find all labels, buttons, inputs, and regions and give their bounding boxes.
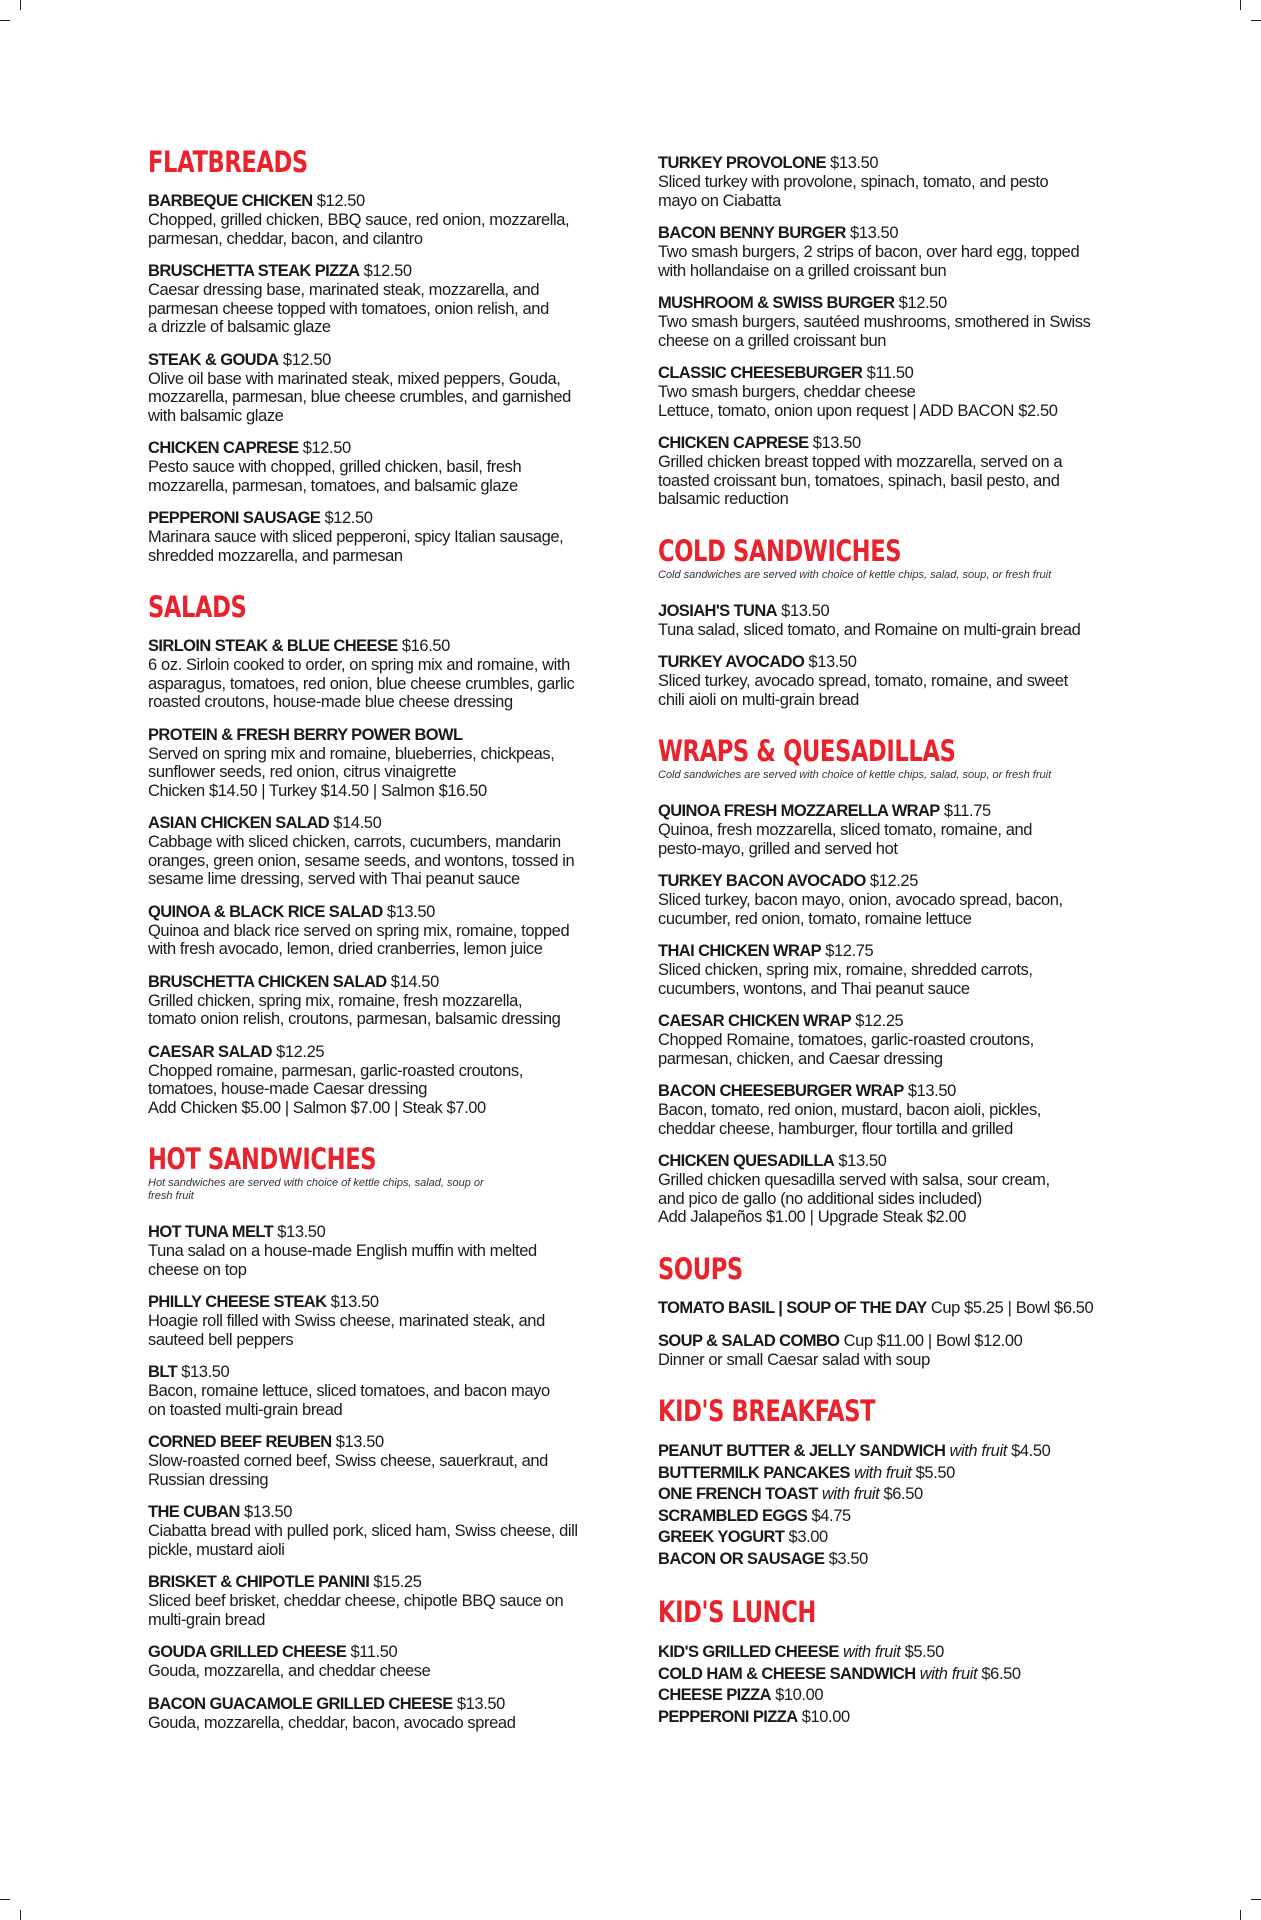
- menu-item-name: TOMATO BASIL | SOUP OF THE DAY: [658, 1298, 927, 1317]
- menu-item-description: Bacon, tomato, red onion, mustard, bacon aioli, pickles,: [658, 1101, 1041, 1119]
- menu-item-price: $15.25: [373, 1573, 422, 1591]
- kids-item-qualifier: with fruit: [853, 1463, 912, 1482]
- section-note-line: fresh fruit: [148, 1190, 194, 1202]
- kids-item-name: ONE FRENCH TOAST: [658, 1485, 818, 1503]
- section-title: KID'S LUNCH: [658, 1595, 816, 1629]
- menu-item-description: Sliced chicken, spring mix, romaine, shredded carrots,: [658, 961, 1033, 979]
- menu-item-description: Two smash burgers, cheddar cheese: [658, 383, 916, 401]
- menu-item-name: JOSIAH'S TUNA: [658, 601, 777, 620]
- menu-item-title: [148, 726, 628, 745]
- kids-menu-line: [658, 1707, 1148, 1729]
- menu-item: [148, 903, 628, 959]
- menu-section-wraps-quesadillas: [658, 735, 1148, 1227]
- menu-item-name: TURKEY PROVOLONE: [658, 154, 826, 172]
- crop-mark: [0, 1899, 10, 1900]
- menu-item: [148, 1223, 628, 1279]
- kids-item-name: PEPPERONI PIZZA: [658, 1707, 798, 1726]
- menu-item-title: [658, 1082, 1148, 1101]
- menu-item-price: $13.50: [243, 1503, 293, 1521]
- menu-item-name: CORNED BEEF REUBEN: [148, 1433, 332, 1451]
- kids-item-price: $3.00: [788, 1528, 828, 1546]
- menu-item-description: Gouda, mozzarella, cheddar, bacon, avocado spread: [148, 1713, 516, 1732]
- kids-menu-line: [658, 1664, 1148, 1686]
- kids-item-name: PEANUT BUTTER & JELLY SANDWICH: [658, 1442, 946, 1460]
- menu-item-description: pickle, mustard aioli: [148, 1540, 285, 1559]
- kids-menu-line: [658, 1549, 1148, 1571]
- section-title: WRAPS & QUESADILLAS: [658, 734, 956, 768]
- kids-item-price: $4.50: [1011, 1442, 1051, 1460]
- menu-item-title: [148, 262, 628, 281]
- section-note-line: Cold sandwiches are served with choice of kettle chips, salad, soup, or fresh fruit: [658, 769, 1052, 781]
- menu-item-price: $13.50: [277, 1223, 326, 1241]
- kids-item-price: $5.50: [904, 1643, 944, 1661]
- menu-item-name: BRISKET & CHIPOTLE PANINI: [148, 1573, 370, 1591]
- kids-menu-line: [658, 1463, 1148, 1485]
- menu-item-description: parmesan cheese topped with tomatoes, onion relish, and: [148, 299, 549, 318]
- menu-item-title: [148, 814, 628, 833]
- menu-item-title: [148, 1043, 628, 1062]
- menu-item-price: $14.50: [390, 972, 439, 991]
- menu-item: [148, 814, 628, 889]
- menu-item-title: [148, 1223, 628, 1242]
- menu-item-name: PROTEIN & FRESH BERRY POWER BOWL: [148, 725, 463, 744]
- menu-item-description: Two smash burgers, sautéed mushrooms, smothered in Swiss: [658, 313, 1091, 331]
- menu-item-price: $13.50: [456, 1694, 505, 1713]
- menu-section-flatbreads: [148, 146, 628, 565]
- menu-item-name: GOUDA GRILLED CHEESE: [148, 1643, 347, 1661]
- menu-item-description: roasted croutons, house-made blue cheese dressing: [148, 693, 513, 711]
- kids-item-price: $4.75: [811, 1506, 851, 1525]
- menu-item-price: $11.50: [866, 364, 914, 382]
- kids-item-name: BUTTERMILK PANCAKES: [658, 1463, 850, 1482]
- menu-item-description: cheese on a grilled croissant bun: [658, 331, 887, 350]
- menu-item-name: BARBEQUE CHICKEN: [148, 192, 313, 210]
- menu-item-description: 6 oz. Sirloin cooked to order, on spring mix and romaine, with: [148, 656, 570, 674]
- menu-item-price: $13.50: [781, 601, 830, 620]
- menu-item-title: [148, 1695, 628, 1714]
- menu-item-price: $13.50: [386, 902, 435, 921]
- menu-item-description: shredded mozzarella, and parmesan: [148, 546, 403, 565]
- menu-section-soups: [658, 1253, 1148, 1370]
- menu-section-kid-s-lunch: [658, 1596, 1148, 1728]
- menu-item-price: $14.50: [333, 814, 382, 832]
- kids-item-name: SCRAMBLED EGGS: [658, 1506, 808, 1525]
- menu-item-name: THE CUBAN: [148, 1503, 240, 1521]
- menu-item-description: oranges, green onion, sesame seeds, and wontons, tossed in: [148, 851, 575, 870]
- menu-item-description: Sliced beef brisket, cheddar cheese, chipotle BBQ sauce on: [148, 1592, 564, 1610]
- menu-item-title: [148, 1363, 628, 1382]
- menu-section-kid-s-breakfast: [658, 1395, 1148, 1570]
- menu-item-name: BLT: [148, 1363, 178, 1381]
- menu-item: [148, 439, 628, 495]
- menu-item: [148, 1695, 628, 1733]
- menu-item: [148, 192, 628, 248]
- menu-item: [148, 973, 628, 1029]
- menu-item-description: Olive oil base with marinated steak, mixed peppers, Gouda,: [148, 369, 561, 388]
- menu-item-price: $13.50: [808, 653, 857, 671]
- menu-item-name: CHICKEN CAPRESE: [658, 434, 809, 452]
- menu-item-name: SOUP & SALAD COMBO: [658, 1331, 840, 1350]
- menu-item-price: $12.50: [324, 509, 373, 527]
- kids-menu-line: [658, 1441, 1148, 1463]
- menu-item-description: Bacon, romaine lettuce, sliced tomatoes, and bacon mayo: [148, 1382, 550, 1400]
- menu-item: [148, 1433, 628, 1489]
- menu-item: [658, 872, 1148, 928]
- crop-mark: [1240, 1910, 1241, 1920]
- kids-item-qualifier: with fruit: [919, 1664, 978, 1683]
- section-title: KID'S BREAKFAST: [658, 1394, 876, 1428]
- menu-item-name: STEAK & GOUDA: [148, 350, 279, 369]
- menu-item-title: [658, 602, 1148, 621]
- menu-item-title: [658, 434, 1148, 453]
- menu-section-hot-sandwiches: [148, 1143, 628, 1732]
- menu-item-description: Chopped romaine, parmesan, garlic-roasted croutons,: [148, 1061, 523, 1080]
- menu-item-title: [148, 509, 628, 528]
- menu-item-price: $13.50: [830, 154, 879, 172]
- menu-item-description: tomato onion relish, croutons, parmesan, balsamic dressing: [148, 1010, 561, 1028]
- menu-item-description: Lettuce, tomato, onion upon request | ADD BACON $2.50: [658, 401, 1058, 420]
- kids-item-price: $5.50: [915, 1463, 955, 1482]
- menu-item-price: $12.25: [869, 872, 918, 890]
- menu-item-description: Slow-roasted corned beef, Swiss cheese, sauerkraut, and: [148, 1452, 548, 1470]
- menu-item: [658, 434, 1148, 509]
- menu-item: [148, 1043, 628, 1118]
- menu-item-title: [658, 364, 1148, 383]
- menu-item-title: [658, 294, 1148, 313]
- menu-item-name: HOT TUNA MELT: [148, 1223, 274, 1241]
- menu-item-description: on toasted multi-grain bread: [148, 1400, 343, 1419]
- menu-item-description: Russian dressing: [148, 1470, 269, 1489]
- menu-item-name: QUINOA FRESH MOZZARELLA WRAP: [658, 802, 940, 820]
- menu-item-title: [658, 1299, 1148, 1318]
- menu-item: [658, 1012, 1148, 1068]
- menu-item: [658, 602, 1148, 640]
- menu-item-price: $12.50: [316, 192, 365, 210]
- crop-mark: [1251, 1899, 1261, 1900]
- crop-mark: [20, 0, 21, 10]
- menu-item-title: [148, 1433, 628, 1452]
- menu-item-price: $13.50: [850, 224, 899, 242]
- section-note: [658, 769, 1148, 782]
- menu-item-title: [148, 1503, 628, 1522]
- menu-item-title: [148, 973, 628, 992]
- menu-section-salads: [148, 591, 628, 1117]
- crop-mark: [20, 1910, 21, 1920]
- menu-item-description: a drizzle of balsamic glaze: [148, 318, 331, 336]
- menu-item-price: $12.50: [898, 294, 947, 312]
- menu-item-description: Caesar dressing base, marinated steak, mozzarella, and: [148, 281, 540, 299]
- menu-item-price: $13.50: [335, 1433, 384, 1451]
- menu-item-description: Quinoa and black rice served on spring mix, romaine, topped: [148, 921, 570, 940]
- menu-item-name: BACON BENNY BURGER: [658, 224, 846, 242]
- menu-item-description: Grilled chicken breast topped with mozzarella, served on a: [658, 453, 1063, 471]
- menu-item-description: Two smash burgers, 2 strips of bacon, over hard egg, topped: [658, 243, 1080, 261]
- kids-item-name: CHEESE PIZZA: [658, 1686, 771, 1704]
- crop-mark: [0, 20, 10, 21]
- menu-item-name: ASIAN CHICKEN SALAD: [148, 814, 330, 832]
- menu-item-description: Grilled chicken, spring mix, romaine, fresh mozzarella,: [148, 991, 523, 1010]
- menu-item-title: [658, 1332, 1148, 1351]
- menu-item-title: [658, 1152, 1148, 1171]
- section-title: SOUPS: [658, 1251, 743, 1286]
- menu-item-description: Grilled chicken quesadilla served with salsa, sour cream,: [658, 1171, 1050, 1189]
- menu-item: [658, 1332, 1148, 1370]
- menu-item-description: Tuna salad, sliced tomato, and Romaine on multi-grain bread: [658, 620, 1081, 639]
- menu-item-title: [658, 653, 1148, 672]
- kids-item-qualifier: with fruit: [842, 1643, 901, 1661]
- kids-item-price: $6.50: [981, 1664, 1021, 1683]
- menu-item-title: [148, 1643, 628, 1662]
- menu-item: [658, 653, 1148, 709]
- menu-item-description: parmesan, chicken, and Caesar dressing: [658, 1049, 943, 1068]
- menu-item-description: pesto-mayo, grilled and served hot: [658, 839, 898, 858]
- menu-item-description: Tuna salad on a house-made English muffin with melted: [148, 1242, 537, 1260]
- kids-item-name: GREEK YOGURT: [658, 1528, 785, 1546]
- menu-item-name: CAESAR SALAD: [148, 1042, 272, 1061]
- left-column: [148, 146, 628, 1758]
- menu-item: [658, 1082, 1148, 1138]
- menu-item-name: BACON CHEESEBURGER WRAP: [658, 1082, 904, 1100]
- section-note: [658, 569, 1148, 582]
- section-title: COLD SANDWICHES: [658, 533, 902, 568]
- kids-item-qualifier: with fruit: [821, 1485, 880, 1503]
- menu-item-description: multi-grain bread: [148, 1610, 266, 1629]
- crop-mark: [1240, 0, 1241, 10]
- menu-item-name: THAI CHICKEN WRAP: [658, 942, 822, 960]
- crop-mark: [1251, 20, 1261, 21]
- menu-item-name: TURKEY BACON AVOCADO: [658, 872, 866, 890]
- menu-item-price: $12.50: [302, 439, 351, 457]
- menu-item-price: $12.25: [855, 1012, 904, 1030]
- kids-item-qualifier: with fruit: [949, 1442, 1007, 1460]
- menu-item-description: sauteed bell peppers: [148, 1330, 294, 1349]
- menu-item-description: toasted croissant bun, tomatoes, spinach, basil pesto, and: [658, 471, 1060, 490]
- menu-item-description: sesame lime dressing, served with Thai peanut sauce: [148, 870, 520, 888]
- menu-item-price: $12.25: [276, 1042, 325, 1061]
- menu-item-description: with balsamic glaze: [148, 406, 284, 425]
- menu-item-title: [148, 192, 628, 211]
- menu-item-description: tomatoes, house-made Caesar dressing: [148, 1080, 428, 1098]
- kids-item-name: KID'S GRILLED CHEESE: [658, 1643, 839, 1661]
- kids-menu-line: [658, 1685, 1148, 1707]
- menu-item-title: [658, 1012, 1148, 1031]
- menu-item-name: QUINOA & BLACK RICE SALAD: [148, 902, 383, 921]
- menu-item-title: [148, 903, 628, 922]
- menu-item-price: $11.50: [350, 1643, 398, 1661]
- kids-item-price: $3.50: [828, 1549, 868, 1568]
- kids-item-price: $6.50: [883, 1485, 923, 1503]
- menu-item-title: [658, 154, 1148, 173]
- menu-item-description: Sliced turkey, avocado spread, tomato, romaine, and sweet: [658, 672, 1068, 690]
- menu-section-cold-sandwiches: [658, 535, 1148, 710]
- menu-item-description: cheese on top: [148, 1260, 247, 1279]
- section-title: HOT SANDWICHES: [148, 1142, 377, 1176]
- menu-item: [148, 1643, 628, 1681]
- menu-item-title: [148, 1573, 628, 1592]
- menu-item-name: SIRLOIN STEAK & BLUE CHEESE: [148, 637, 398, 655]
- menu-item-name: CAESAR CHICKEN WRAP: [658, 1012, 852, 1030]
- menu-item-description: with fresh avocado, lemon, dried cranberries, lemon juice: [148, 940, 543, 958]
- menu-item: [148, 1573, 628, 1629]
- menu-item-name: PHILLY CHEESE STEAK: [148, 1293, 327, 1311]
- section-note-line: Cold sandwiches are served with choice of kettle chips, salad, soup, or fresh fruit: [658, 568, 1052, 581]
- menu-item: [148, 726, 628, 801]
- menu-section-continued: [658, 154, 1148, 509]
- kids-menu-line: [658, 1506, 1148, 1528]
- menu-item-name: CHICKEN CAPRESE: [148, 439, 299, 457]
- menu-item: [148, 262, 628, 337]
- menu-item: [658, 294, 1148, 350]
- menu-item: [148, 1503, 628, 1559]
- menu-item: [658, 942, 1148, 998]
- menu-item-name: MUSHROOM & SWISS BURGER: [658, 294, 895, 312]
- menu-item-price: $13.50: [812, 434, 861, 452]
- menu-item-description: sunflower seeds, red onion, citrus vinaigrette: [148, 763, 457, 781]
- menu-item-description: Gouda, mozzarella, and cheddar cheese: [148, 1662, 431, 1680]
- kids-menu-line: [658, 1484, 1148, 1506]
- menu-item-name: PEPPERONI SAUSAGE: [148, 509, 321, 527]
- menu-item-price: $16.50: [401, 637, 450, 655]
- menu-item: [148, 509, 628, 565]
- menu-item-description: parmesan, cheddar, bacon, and cilantro: [148, 229, 423, 248]
- menu-item-description: Sliced turkey with provolone, spinach, tomato, and pesto: [658, 173, 1049, 191]
- menu-item-description: Chicken $14.50 | Turkey $14.50 | Salmon $16.50: [148, 781, 487, 800]
- menu-item-description: Cabbage with sliced chicken, carrots, cucumbers, mandarin: [148, 833, 561, 851]
- menu-item-description: Add Jalapeños $1.00 | Upgrade Steak $2.00: [658, 1208, 967, 1226]
- menu-item-name: BRUSCHETTA STEAK PIZZA: [148, 262, 360, 280]
- menu-item-description: cheddar cheese, hamburger, flour tortilla and grilled: [658, 1119, 1013, 1138]
- menu-item-description: Marinara sauce with sliced pepperoni, spicy Italian sausage,: [148, 528, 564, 546]
- menu-item: [148, 1363, 628, 1419]
- menu-item-price: $13.50: [181, 1363, 230, 1381]
- menu-item-description: Sliced turkey, bacon mayo, onion, avocado spread, bacon,: [658, 891, 1063, 909]
- menu-item-name: BACON GUACAMOLE GRILLED CHEESE: [148, 1694, 453, 1713]
- right-column: [658, 146, 1148, 1754]
- menu-item-price: $13.50: [907, 1082, 956, 1100]
- menu-item: [658, 1299, 1148, 1318]
- menu-item-title: [148, 351, 628, 370]
- menu-item-price: $13.50: [330, 1293, 379, 1311]
- menu-item-description: mozzarella, parmesan, blue cheese crumbles, and garnished: [148, 388, 571, 406]
- menu-item-description: balsamic reduction: [658, 490, 789, 508]
- menu-item-price: Cup $5.25 | Bowl $6.50: [930, 1298, 1094, 1317]
- menu-item-title: [658, 224, 1148, 243]
- menu-item: [658, 224, 1148, 280]
- menu-item-description: with hollandaise on a grilled croissant bun: [658, 261, 947, 280]
- menu-item-name: CHICKEN QUESADILLA: [658, 1152, 835, 1170]
- section-title: SALADS: [148, 590, 247, 624]
- menu-item: [148, 351, 628, 426]
- menu-item-description: Served on spring mix and romaine, blueberries, chickpeas,: [148, 744, 555, 763]
- section-note: [148, 1177, 628, 1203]
- menu-item-description: Chopped Romaine, tomatoes, garlic-roasted croutons,: [658, 1031, 1034, 1049]
- menu-item-price: $12.50: [282, 350, 331, 369]
- menu-item-title: [658, 942, 1148, 961]
- menu-item-description: cucumber, red onion, tomato, romaine lettuce: [658, 909, 972, 928]
- menu-item-title: [148, 439, 628, 458]
- menu-item: [658, 802, 1148, 858]
- menu-item-description: Quinoa, fresh mozzarella, sliced tomato, romaine, and: [658, 821, 1033, 839]
- menu-item-description: Ciabatta bread with pulled pork, sliced ham, Swiss cheese, dill: [148, 1522, 578, 1540]
- menu-item: [658, 364, 1148, 420]
- menu-item-name: TURKEY AVOCADO: [658, 653, 805, 671]
- menu-item-description: Pesto sauce with chopped, grilled chicken, basil, fresh: [148, 458, 522, 476]
- menu-item-price: $11.75: [943, 802, 991, 820]
- menu-item: [148, 637, 628, 712]
- menu-item-name: CLASSIC CHEESEBURGER: [658, 364, 863, 382]
- menu-item-description: chili aioli on multi-grain bread: [658, 690, 859, 709]
- section-note-line: Hot sandwiches are served with choice of kettle chips, salad, soup or: [148, 1177, 484, 1189]
- kids-menu-line: [658, 1527, 1148, 1549]
- menu-item-price: $12.50: [363, 262, 412, 280]
- menu-item-title: [658, 802, 1148, 821]
- menu-item: [148, 1293, 628, 1349]
- menu-item-price: Cup $11.00 | Bowl $12.00: [843, 1331, 1023, 1350]
- kids-item-name: BACON OR SAUSAGE: [658, 1549, 825, 1568]
- menu-item-description: cucumbers, wontons, and Thai peanut sauce: [658, 979, 970, 998]
- menu-item-description: Chopped, grilled chicken, BBQ sauce, red onion, mozzarella,: [148, 211, 570, 229]
- menu-item-description: asparagus, tomatoes, red onion, blue cheese crumbles, garlic: [148, 674, 575, 693]
- menu-item-title: [658, 872, 1148, 891]
- menu-item-price: $13.50: [838, 1152, 887, 1170]
- kids-item-price: $10.00: [775, 1686, 824, 1704]
- menu-item-description: Add Chicken $5.00 | Salmon $7.00 | Steak $7.00: [148, 1098, 486, 1117]
- kids-menu-line: [658, 1642, 1148, 1664]
- menu-item-description: mozzarella, parmesan, tomatoes, and balsamic glaze: [148, 476, 518, 495]
- menu-item-price: $12.75: [825, 942, 874, 960]
- section-title: FLATBREADS: [148, 145, 308, 179]
- menu-item-description: mayo on Ciabatta: [658, 191, 781, 210]
- kids-item-name: COLD HAM & CHEESE SANDWICH: [658, 1664, 916, 1683]
- menu-item-description: and pico de gallo (no additional sides included): [658, 1189, 982, 1208]
- menu-item-description: Dinner or small Caesar salad with soup: [658, 1350, 930, 1369]
- menu-item: [658, 1152, 1148, 1227]
- menu-item-description: Hoagie roll filled with Swiss cheese, marinated steak, and: [148, 1312, 545, 1330]
- menu-item-name: BRUSCHETTA CHICKEN SALAD: [148, 972, 387, 991]
- menu-item-title: [148, 637, 628, 656]
- menu-item: [658, 154, 1148, 210]
- kids-item-price: $10.00: [801, 1707, 850, 1726]
- menu-item-title: [148, 1293, 628, 1312]
